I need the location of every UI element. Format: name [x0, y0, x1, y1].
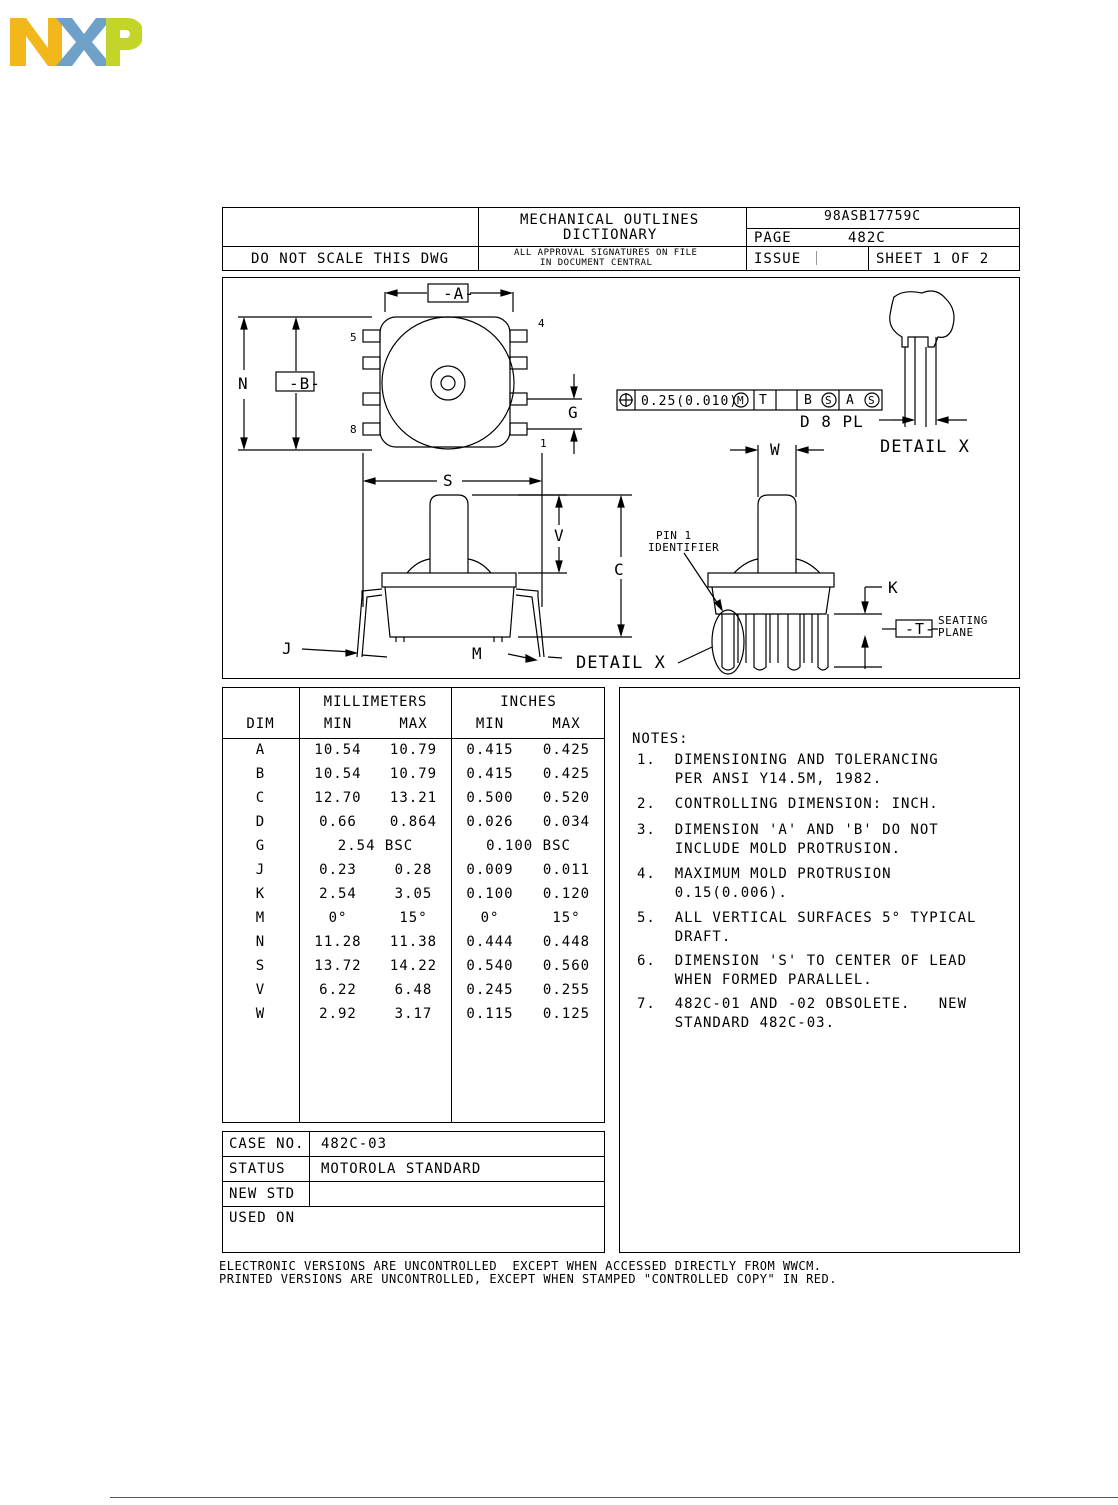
mm-max-cell: 14.22 — [389, 958, 438, 974]
pin-label-5: 5 — [350, 331, 358, 344]
dim-cell: G — [255, 838, 266, 854]
mm-min-cell: 10.54 — [314, 766, 362, 782]
header-in-max: MAX — [552, 716, 581, 732]
nxp-logo — [10, 18, 142, 66]
in-min-cell: 0.026 — [466, 814, 514, 830]
scale-note: DO NOT SCALE THIS DWG — [251, 251, 450, 267]
in-bsc-cell: 0.100 BSC — [486, 838, 571, 854]
footer-line-2: PRINTED VERSIONS ARE UNCONTROLLED, EXCEPT WHEN STAMPED "CONTROLLED COPY" IN RED. — [219, 1272, 837, 1286]
mm-min-cell: 6.22 — [319, 982, 357, 998]
page-value: 482C — [848, 230, 886, 246]
in-min-cell: 0° — [480, 910, 500, 926]
in-max-cell: 0.125 — [542, 1006, 591, 1022]
seating-plane-label-2: PLANE — [938, 626, 974, 639]
dim-label-n: N — [238, 374, 249, 393]
note-item: 2. CONTROLLING DIMENSION: INCH. — [637, 796, 939, 812]
notes-heading: NOTES: — [632, 731, 689, 747]
in-max-cell: 0.448 — [542, 934, 591, 950]
fcf-modifier-m: M — [737, 394, 745, 407]
header-dim: DIM — [246, 716, 275, 732]
fcf-datum-t: T — [759, 393, 768, 408]
in-min-cell: 0.500 — [466, 790, 514, 806]
dictionary-title: MECHANICAL OUTLINES — [520, 212, 700, 228]
dim-cell: D — [255, 814, 266, 830]
fcf-modifier-s1: S — [825, 394, 833, 407]
dim-label-m: M — [472, 644, 483, 663]
dim-label-v: V — [554, 526, 565, 545]
note-item: 1. DIMENSIONING AND TOLERANCING PER ANSI Y14.5M, 1982. — [637, 752, 939, 787]
mm-min-cell: 0.23 — [319, 862, 357, 878]
seating-plane-label-1: SEATING — [938, 614, 988, 627]
fcf-modifier-s2: S — [868, 394, 876, 407]
dim-label-s: S — [443, 471, 454, 490]
in-min-cell: 0.444 — [466, 934, 514, 950]
pin-label-8: 8 — [350, 423, 358, 436]
issue-label: ISSUE — [754, 251, 802, 267]
dim-cell: N — [255, 934, 266, 950]
in-max-cell: 0.425 — [542, 742, 591, 758]
fcf-datum-b: B — [804, 393, 813, 408]
footer-line-1: ELECTRONIC VERSIONS ARE UNCONTROLLED EXCEPT WHEN ACCESSED DIRECTLY FROM WWCM. — [219, 1259, 822, 1273]
note-item: 7. 482C-01 AND -02 OBSOLETE. NEW STANDARD 482C-03. — [637, 996, 968, 1031]
in-min-cell: 0.415 — [466, 742, 514, 758]
mm-max-cell: 13.21 — [389, 790, 438, 806]
header-mm-min: MIN — [323, 716, 353, 732]
in-max-cell: 0.034 — [542, 814, 591, 830]
in-max-cell: 0.120 — [542, 886, 591, 902]
dim-label-j: J — [282, 639, 293, 658]
mm-max-cell: 3.05 — [394, 886, 433, 902]
dim-cell: A — [255, 742, 266, 758]
header-millimeters: MILLIMETERS — [323, 694, 428, 710]
in-min-cell: 0.540 — [466, 958, 514, 974]
mm-min-cell: 10.54 — [314, 742, 362, 758]
in-max-cell: 0.560 — [542, 958, 591, 974]
dim-cell: K — [255, 886, 266, 902]
mm-max-cell: 6.48 — [394, 982, 433, 998]
case-no-label: CASE NO. — [229, 1136, 305, 1152]
mm-min-cell: 13.72 — [314, 958, 362, 974]
dim-label-k: K — [888, 578, 899, 597]
pin1-identifier-label-2: IDENTIFIER — [648, 541, 720, 554]
note-item: 5. ALL VERTICAL SURFACES 5° TYPICAL DRAFT. — [637, 910, 977, 945]
mechanical-drawing — [222, 277, 1020, 679]
in-max-cell: 0.011 — [542, 862, 591, 878]
mm-max-cell: 11.38 — [389, 934, 438, 950]
pin-label-4: 4 — [538, 317, 546, 330]
mm-max-cell: 0.28 — [394, 862, 433, 878]
dim-label-g: G — [568, 403, 579, 422]
d-8pl-label: D 8 PL — [800, 412, 864, 431]
in-min-cell: 0.100 — [466, 886, 514, 902]
pin1-identifier-label-1: PIN 1 — [656, 529, 692, 542]
mm-min-cell: 0.66 — [319, 814, 357, 830]
mm-min-cell: 12.70 — [314, 790, 362, 806]
status-value: MOTOROLA STANDARD — [321, 1161, 482, 1177]
approval-line-2: IN DOCUMENT CENTRAL — [540, 258, 653, 268]
doc-number: 98ASB17759C — [824, 209, 922, 224]
mm-max-cell: 10.79 — [389, 766, 438, 782]
used-on-label: USED ON — [229, 1210, 296, 1226]
mm-max-cell: 3.17 — [394, 1006, 433, 1022]
dim-cell: S — [255, 958, 266, 974]
in-min-cell: 0.415 — [466, 766, 514, 782]
fcf-datum-a: A — [846, 393, 855, 408]
detail-x-bottom-label: DETAIL X — [576, 653, 666, 673]
detail-x-top-label: DETAIL X — [880, 437, 970, 457]
in-min-cell: 0.245 — [466, 982, 514, 998]
mm-max-cell: 0.864 — [389, 814, 438, 830]
sheet-number: SHEET 1 OF 2 — [876, 251, 990, 267]
datum-label-t: -T- — [905, 620, 936, 638]
dim-cell: W — [255, 1006, 266, 1022]
mm-min-cell: 0° — [328, 910, 348, 926]
page-bottom-rule — [110, 1497, 1118, 1498]
in-max-cell: 15° — [552, 910, 581, 926]
dictionary-subtitle: DICTIONARY — [563, 227, 658, 243]
case-no-value: 482C-03 — [321, 1136, 388, 1152]
header-in-min: MIN — [475, 716, 505, 732]
dim-cell: J — [255, 862, 266, 878]
dim-label-w: W — [770, 440, 781, 459]
mm-max-cell: 15° — [399, 910, 428, 926]
new-std-label: NEW STD — [229, 1186, 296, 1202]
header-mm-max: MAX — [399, 716, 428, 732]
dim-label-c: C — [614, 560, 625, 579]
page-label: PAGE — [754, 230, 792, 246]
dim-label-a: -A- — [443, 284, 475, 303]
dim-cell: M — [255, 910, 266, 926]
note-item: 3. DIMENSION 'A' AND 'B' DO NOT INCLUDE MOLD PROTRUSION. — [637, 822, 939, 857]
dim-cell: V — [255, 982, 266, 998]
note-item: 4. MAXIMUM MOLD PROTRUSION 0.15(0.006). — [637, 866, 892, 901]
status-label: STATUS — [229, 1161, 286, 1177]
in-max-cell: 0.520 — [542, 790, 591, 806]
in-max-cell: 0.255 — [542, 982, 591, 998]
dim-label-b: -B- — [289, 374, 321, 393]
mm-max-cell: 10.79 — [389, 742, 438, 758]
mm-min-cell: 2.54 — [319, 886, 357, 902]
tolerance-value: 0.25(0.010) — [641, 394, 739, 409]
dim-cell: C — [255, 790, 266, 806]
in-min-cell: 0.009 — [466, 862, 514, 878]
mm-min-cell: 11.28 — [314, 934, 362, 950]
in-min-cell: 0.115 — [466, 1006, 514, 1022]
header-inches: INCHES — [500, 694, 557, 710]
dim-cell: B — [255, 766, 266, 782]
mm-min-cell: 2.92 — [319, 1006, 357, 1022]
pin-label-1: 1 — [540, 437, 548, 450]
mm-bsc-cell: 2.54 BSC — [337, 838, 414, 854]
approval-line-1: ALL APPROVAL SIGNATURES ON FILE — [514, 248, 698, 258]
note-item: 6. DIMENSION 'S' TO CENTER OF LEAD WHEN FORMED PARALLEL. — [637, 953, 968, 988]
in-max-cell: 0.425 — [542, 766, 591, 782]
